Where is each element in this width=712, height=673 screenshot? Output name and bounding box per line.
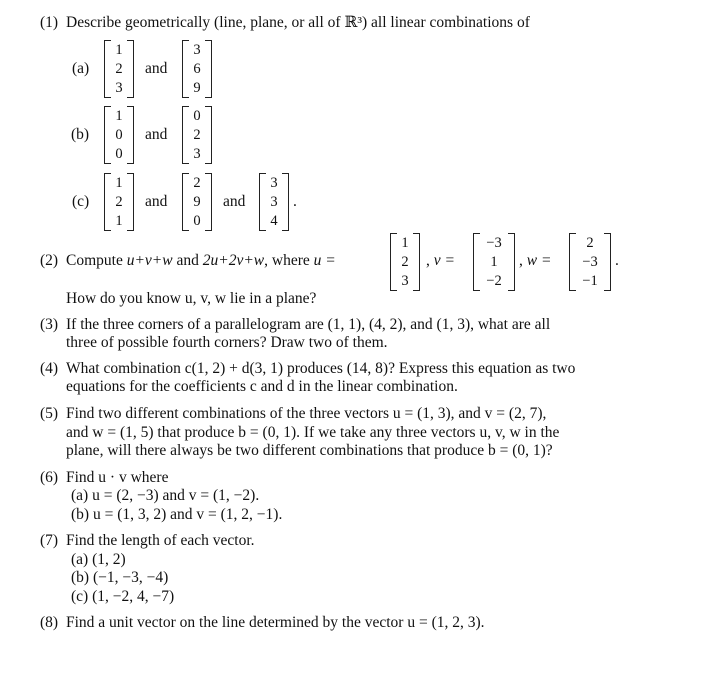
part-text: u = (1, 3, 2) and v = (1, 2, −1).: [92, 506, 283, 523]
part-label: (a): [71, 487, 89, 504]
vector-v: [473, 233, 515, 291]
joiner-text: and: [145, 193, 168, 210]
part-label: (a): [71, 551, 89, 568]
problem-text: Describe geometrically (line, plane, or all of ℝ³) all linear combinations of: [66, 14, 530, 31]
column-vector: [259, 173, 289, 231]
math-expression: u+v+w: [126, 252, 173, 269]
problem-6: [40, 469, 168, 487]
vector-entry: −3: [582, 253, 598, 270]
vector-entry: 0: [115, 126, 123, 143]
vector-entry: 0: [193, 108, 201, 125]
problem-number: (4): [40, 360, 59, 377]
vector-entry: 0: [115, 145, 123, 162]
vector-w: [569, 233, 611, 291]
problem-7-part-b: [71, 569, 168, 587]
vector-entry: 3: [270, 193, 278, 210]
column-vector: [104, 173, 134, 231]
problem-text: If the three corners of a parallelogram are (1, 1), (4, 2), and (1, 3), what are all: [66, 316, 551, 333]
math-label: v =: [433, 252, 455, 269]
vector-entry: −1: [582, 272, 598, 289]
part-text: u = (2, −3) and v = (1, −2).: [92, 487, 260, 504]
part-label: (b): [71, 569, 90, 586]
vector-entry: 1: [115, 175, 123, 192]
problem-7-part-a: [71, 551, 126, 569]
problem-text: Find a unit vector on the line determined by the vector u = (1, 2, 3).: [66, 614, 485, 631]
vector-entry: 1: [401, 235, 409, 252]
vector-entry: 3: [401, 272, 409, 289]
vector-entry: 0: [193, 212, 201, 229]
problem-4: [40, 360, 575, 378]
vector-entry: 3: [115, 79, 123, 96]
problem-5-line-3: plane, will there always be two different combinations that produce b = (0, 1)?: [66, 442, 553, 459]
problem-1: [40, 14, 530, 32]
vector-entry: 1: [490, 253, 498, 270]
part-text: (−1, −3, −4): [92, 569, 169, 586]
comma: [519, 252, 551, 270]
problem-text: What combination c(1, 2) + d(3, 1) produces (14, 8)? Express this equation as two: [66, 360, 576, 377]
math-label: u =: [313, 252, 336, 269]
column-vector: [104, 40, 134, 98]
part-label: (b): [71, 506, 90, 523]
comma-text: ,: [519, 252, 523, 269]
part-label: (c): [71, 588, 89, 605]
joiner-text: and: [145, 126, 168, 143]
vector-entry: 2: [193, 175, 201, 192]
vector-entry: 2: [115, 193, 123, 210]
problem-4-line-2: equations for the coefficients c and d in the linear combination.: [66, 378, 458, 395]
column-vector: [182, 173, 212, 231]
joiner-text: and: [145, 60, 168, 77]
part-text: (1, 2): [92, 551, 126, 568]
problem-5: [40, 405, 546, 423]
period: .: [293, 193, 297, 210]
problem-number: (1): [40, 14, 59, 31]
math-expression: 2u+2v+w: [202, 252, 265, 269]
problem-text: Find two different combinations of the three vectors u = (1, 3), and v = (2, 7),: [66, 405, 547, 422]
problem-3: [40, 316, 550, 334]
part-label: (c): [72, 193, 90, 210]
vector-entry: 9: [193, 79, 201, 96]
vector-entry: 4: [270, 212, 278, 229]
vector-entry: 1: [115, 108, 123, 125]
vector-entry: −2: [486, 272, 502, 289]
vector-entry: 9: [193, 193, 201, 210]
part-label: (b): [71, 126, 90, 143]
vector-entry: 6: [193, 60, 201, 77]
vector-entry: −3: [486, 235, 502, 252]
problem-number: (3): [40, 316, 59, 333]
vector-entry: 3: [270, 175, 278, 192]
problem-number: (5): [40, 405, 59, 422]
problem-number: (2): [40, 252, 59, 269]
problem-8: [40, 614, 485, 632]
vector-entry: 2: [193, 126, 201, 143]
vector-entry: 2: [115, 60, 123, 77]
vector-u: [390, 233, 420, 291]
part-label: (a): [72, 60, 90, 77]
column-vector: [182, 106, 212, 164]
vector-entry: 2: [401, 253, 409, 270]
problem-2-followup: How do you know u, v, w lie in a plane?: [66, 290, 317, 307]
problem-6-part-b: [71, 506, 282, 524]
column-vector: [104, 106, 134, 164]
problem-text: and: [172, 252, 203, 269]
vector-entry: 1: [115, 212, 123, 229]
problem-number: (7): [40, 532, 59, 549]
comma-text: ,: [426, 252, 430, 269]
vector-entry: 2: [586, 235, 594, 252]
math-label: w =: [526, 252, 552, 269]
period: .: [615, 252, 619, 269]
part-text: (1, −2, 4, −7): [92, 588, 175, 605]
vector-entry: 3: [193, 145, 201, 162]
problem-5-line-2: and w = (1, 5) that produce b = (0, 1). If we take any three vectors u, v, w in the: [66, 424, 560, 441]
joiner-text: and: [223, 193, 246, 210]
problem-number: (8): [40, 614, 59, 631]
problem-number: (6): [40, 469, 59, 486]
problem-text: , where: [264, 252, 314, 269]
vector-entry: 3: [193, 42, 201, 59]
comma: [426, 252, 455, 270]
problem-3-line-2: three of possible fourth corners? Draw two of them.: [66, 334, 388, 351]
problem-2: [40, 252, 336, 270]
problem-6-part-a: [71, 487, 259, 505]
column-vector: [182, 40, 212, 98]
vector-entry: 1: [115, 42, 123, 59]
problem-7: [40, 532, 255, 550]
problem-text: Compute: [66, 252, 127, 269]
problem-text: Find u · v where: [66, 469, 169, 486]
problem-text: Find the length of each vector.: [66, 532, 255, 549]
problem-7-part-c: [71, 588, 174, 606]
